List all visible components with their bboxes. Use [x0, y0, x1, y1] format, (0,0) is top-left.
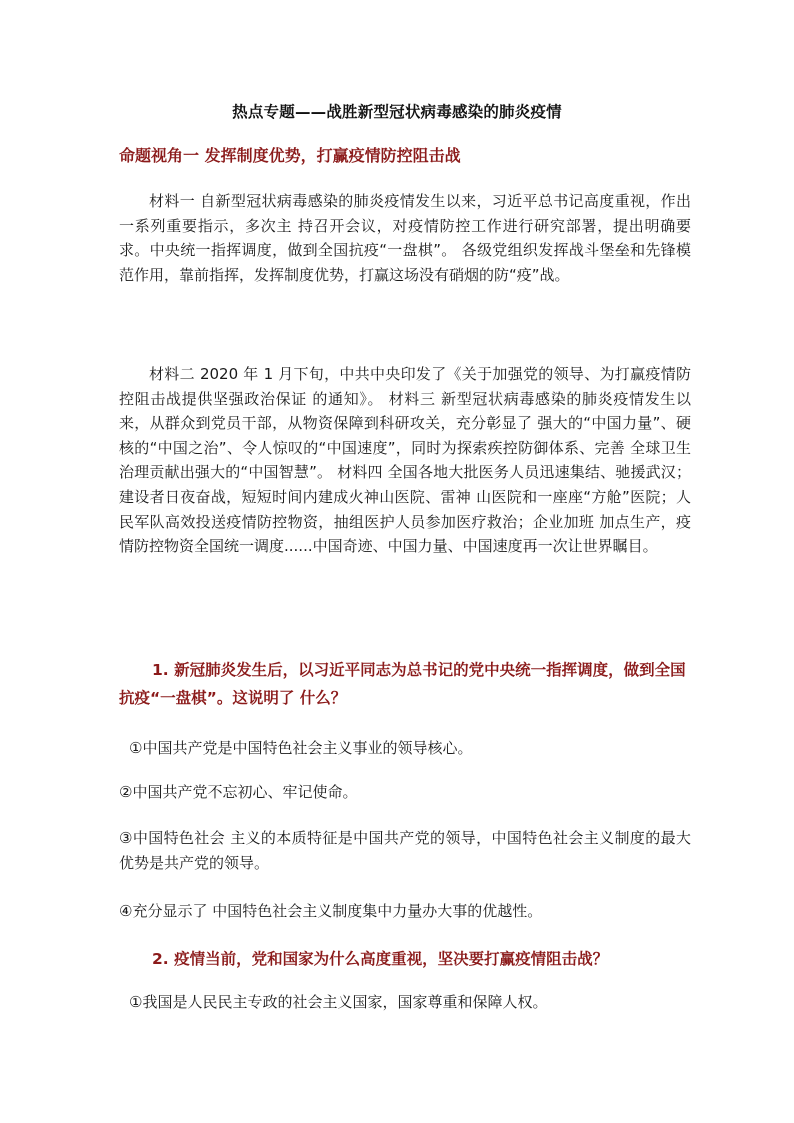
material-2-4-paragraph: 材料二 2020 年 1 月下旬，中共中央印发了《关于加强党的领导、为打赢疫情防控阻击战提供坚强政治保证 的通知》。 材料三 新型冠状病毒感染的肺炎疫情发生以来，从群众到党员干部，从物资保障到科研攻关，充分彰显了 强大的“中国力量”、硬核的“中国之治”、令人惊叹的“中国速度”，同时为探索疾控防御体系、完善 全球卫生治理贡献出强大的“中国智慧”。 材料四 全国各地大批医务人员迅速集结、驰援武汉；建设者日夜奋战，短短时间内建成火神山医院、雷神 山医院和一座座“方舱”医院；人民军队高效投送疫情防控物资，抽组医护人员参加医疗救治；企业加班 加点生产，疫情防控物资全国统一调度......中国奇迹、中国力量、中国速度再一次让世界瞩目。 [119, 365, 691, 556]
section-heading: 命题视角一 发挥制度优势，打赢疫情防控阻击战 [119, 146, 461, 165]
answer-1-item-2: ②中国共产党不忘初心、牢记使命。 [119, 783, 358, 801]
answer-1-item-4: ④充分显示了 中国特色社会主义制度集中力量办大事的优越性。 [119, 902, 543, 920]
question-2: 2. 疫情当前，党和国家为什么高度重视，坚决要打赢疫情阻击战？ [152, 950, 609, 968]
answer-1-item-1: ①中国共产党是中国特色社会主义事业的领导核心。 [129, 739, 473, 757]
answer-1-item-3: ③中国特色社会 主义的本质特征是中国共产党的领导，中国特色社会主义制度的最大优势是共产党的领导。 [119, 829, 691, 872]
material-1-paragraph: 材料一 自新型冠状病毒感染的肺炎疫情发生以来，习近平总书记高度重视，作出一系列重要指示，多次主 持召开会议，对疫情防控工作进行研究部署，提出明确要求。中央统一指挥调度，做到全国抗疫“一盘棋”。 各级党组织发挥战斗堡垒和先锋模范作用，靠前指挥，发挥制度优势，打赢这场没有硝烟的防“疫”战。 [119, 192, 691, 284]
question-1: 1. 新冠肺炎发生后，以习近平同志为总书记的党中央统一指挥调度，做到全国抗疫“一盘棋”。这说明了 什么？ [119, 661, 686, 707]
document-title: 热点专题——战胜新型冠状病毒感染的肺炎疫情 [232, 103, 562, 121]
answer-2-item-1: ①我国是人民民主专政的社会主义国家，国家尊重和保障人权。 [129, 993, 548, 1011]
